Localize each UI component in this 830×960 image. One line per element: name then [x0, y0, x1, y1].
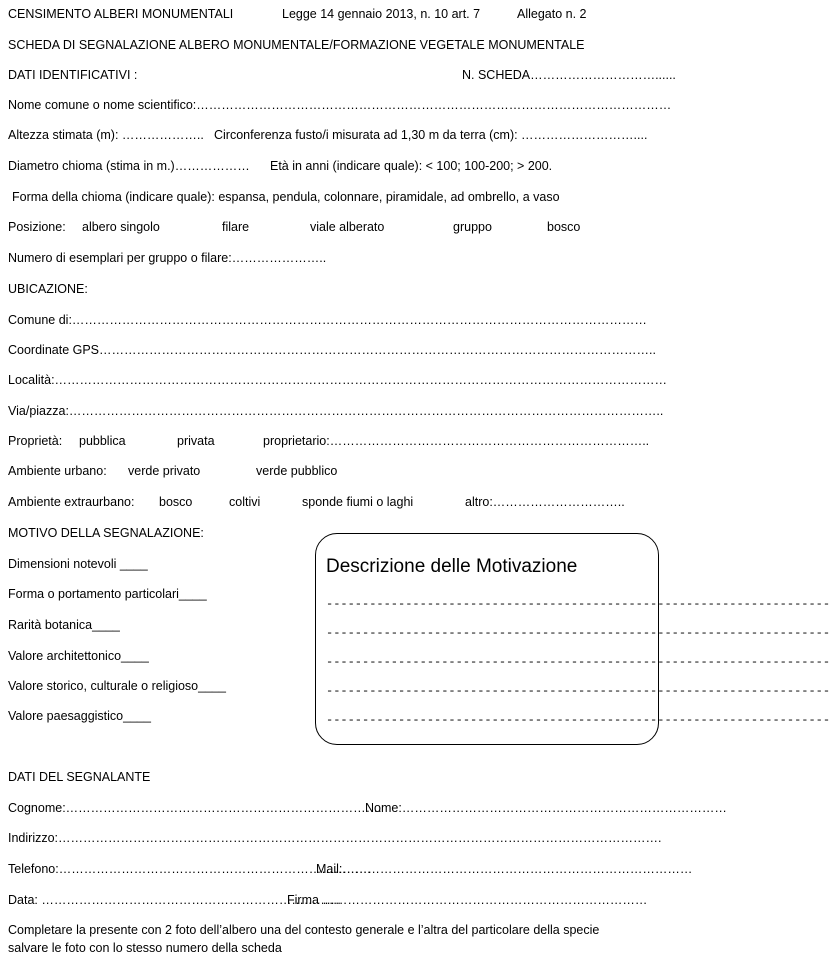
extra-sponde-option[interactable]: sponde fiumi o laghi — [302, 495, 414, 509]
proprieta-privata[interactable]: privata — [177, 434, 215, 448]
comune-field[interactable]: Comune di:………………………………………………………………………………………………………………………… — [8, 313, 647, 327]
motivazione-line[interactable]: ---------------------------------------------------------------------- — [326, 655, 830, 669]
form-title: SCHEDA DI SEGNALAZIONE ALBERO MONUMENTALE/FORMAZIONE VEGETALE MONUMENTALE — [8, 38, 585, 52]
motivo-storico[interactable]: Valore storico, culturale o religioso____ — [8, 679, 226, 693]
motivazione-line[interactable]: ---------------------------------------------------------------------- — [326, 626, 830, 640]
motivo-architettonico[interactable]: Valore architettonico____ — [8, 649, 149, 663]
posizione-label: Posizione: — [8, 220, 66, 234]
ubicazione-label: UBICAZIONE: — [8, 282, 88, 296]
nome-segnalante-field[interactable]: Nome:…………………………………………………………………… — [365, 801, 727, 815]
extra-coltivi-option[interactable]: coltivi — [229, 495, 261, 509]
motivo-rarita[interactable]: Rarità botanica____ — [8, 618, 120, 632]
coordinate-gps-field[interactable]: Coordinate GPS…………………………………………………………………………………………………………………….. — [8, 343, 656, 357]
motivo-forma[interactable]: Forma o portamento particolari____ — [8, 587, 207, 601]
posizione-viale-alberato[interactable]: viale alberato — [310, 220, 385, 234]
mail-field[interactable]: Mail:………………………………………………………………………… — [316, 862, 693, 876]
identificativi-label: DATI IDENTIFICATIVI : — [8, 68, 138, 82]
posizione-filare[interactable]: filare — [222, 220, 250, 234]
motivazione-line[interactable]: ---------------------------------------------------------------------- — [326, 684, 830, 698]
posizione-gruppo[interactable]: gruppo — [453, 220, 492, 234]
motivazione-line[interactable]: ---------------------------------------------------------------------- — [326, 713, 830, 727]
esemplari-field[interactable]: Numero di esemplari per gruppo o filare:………………….. — [8, 251, 327, 265]
ambiente-extraurbano-label: Ambiente extraurbano: — [8, 495, 135, 509]
segnalante-title: DATI DEL SEGNALANTE — [8, 770, 151, 784]
posizione-bosco[interactable]: bosco — [547, 220, 581, 234]
header-attachment: Allegato n. 2 — [517, 7, 587, 21]
proprietario-field[interactable]: proprietario:………………………………………………………………….. — [263, 434, 650, 448]
scheda-number-field[interactable]: N. SCHEDA…………………………...... — [462, 68, 676, 82]
header-title: CENSIMENTO ALBERI MONUMENTALI — [8, 7, 234, 21]
firma-field[interactable]: Firma …………………………………………………………………… — [287, 893, 648, 907]
data-field[interactable]: Data: ……………………………………………………………… — [8, 893, 342, 907]
diametro-field[interactable]: Diametro chioma (stima in m.)……………… — [8, 159, 250, 173]
forma-chioma-field[interactable]: Forma della chioma (indicare quale): espansa, pendula, colonnare, piramidale, ad ombrello, a vaso — [12, 190, 560, 204]
extra-altro-field[interactable]: altro:………………………….. — [465, 495, 625, 509]
motivo-title: MOTIVO DELLA SEGNALAZIONE: — [8, 526, 204, 540]
eta-field[interactable]: Età in anni (indicare quale): < 100; 100-200; > 200. — [270, 159, 553, 173]
footer-instruction-1: Completare la presente con 2 foto dell’albero una del contesto generale e l’altra del particolare della specie — [8, 923, 600, 937]
posizione-albero-singolo[interactable]: albero singolo — [82, 220, 160, 234]
verde-pubblico-option[interactable]: verde pubblico — [256, 464, 338, 478]
header-law: Legge 14 gennaio 2013, n. 10 art. 7 — [282, 7, 481, 21]
indirizzo-field[interactable]: Indirizzo:………………………………………………………………………………………………………………………………. — [8, 831, 662, 845]
localita-field[interactable]: Località:………………………………………………………………………………………………………………………………… — [8, 373, 668, 387]
proprieta-label: Proprietà: — [8, 434, 63, 448]
motivazione-box[interactable] — [315, 533, 830, 745]
extra-bosco-option[interactable]: bosco — [159, 495, 193, 509]
telefono-field[interactable]: Telefono:………………………………………………………………… — [8, 862, 372, 876]
ambiente-urbano-label: Ambiente urbano: — [8, 464, 107, 478]
proprieta-pubblica[interactable]: pubblica — [79, 434, 126, 448]
verde-privato-option[interactable]: verde privato — [128, 464, 201, 478]
motivo-paesaggistico[interactable]: Valore paesaggistico____ — [8, 709, 151, 723]
motivazione-line[interactable]: ---------------------------------------------------------------------- — [326, 597, 830, 611]
motivazione-box-title: Descrizione delle Motivazione — [326, 556, 578, 577]
via-piazza-field[interactable]: Via/piazza:…………………………………………………………………………………………………………………………….. — [8, 404, 664, 418]
cognome-field[interactable]: Cognome:…………………………………………………………………. — [8, 801, 382, 815]
motivo-dimensioni[interactable]: Dimensioni notevoli ____ — [8, 557, 148, 571]
altezza-field[interactable]: Altezza stimata (m): ……………….. — [8, 128, 204, 142]
footer-instruction-2: salvare le foto con lo stesso numero della scheda — [8, 941, 282, 955]
circonferenza-field[interactable]: Circonferenza fusto/i misurata ad 1,30 m da terra (cm): ……………………….... — [214, 128, 648, 142]
nome-field[interactable]: Nome comune o nome scientifico:…………………………………………………………………………………………………… — [8, 98, 672, 112]
